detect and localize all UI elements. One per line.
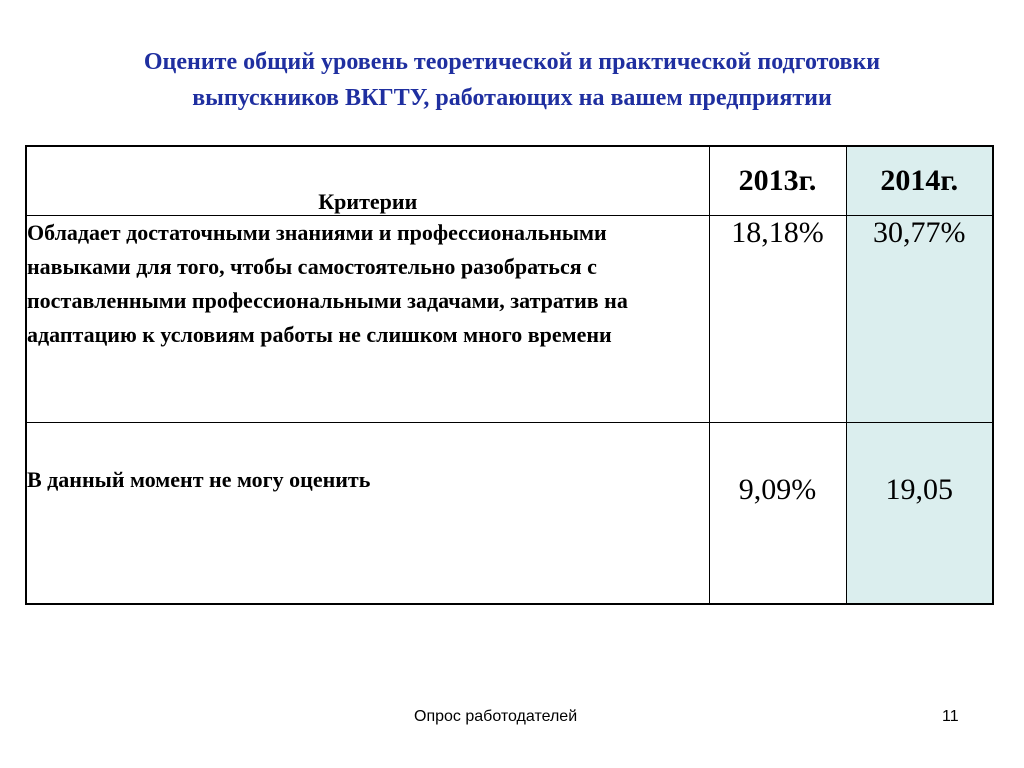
value-2014-cell: 19,05 [846,423,993,605]
table-header-row [26,146,993,216]
header-2013: 2013г. [709,146,846,216]
header-2014: 2014г. [846,146,993,216]
value-2013-cell: 18,18% [709,216,846,423]
value-2013-cell: 9,09% [709,423,846,605]
header-criteria: Критерии [26,146,709,216]
criterion-cell: Обладает достаточными знаниями и профессиональными навыками для того, чтобы самостоятельно разобраться с поставленными профессиональными задачами, затратив на адаптацию к условиям работы не слишком много времени [26,216,709,423]
table-row [26,216,993,423]
footer-caption: Опрос работодателей [414,708,578,725]
slide-title [40,44,984,116]
table-row [26,423,993,605]
criterion-cell: В данный момент не могу оценить [26,423,709,605]
slide-title-line-2: выпускников ВКГТУ, работающих на вашем предприятии [192,85,832,111]
slide-number: 11 [942,708,959,725]
value-2014-cell: 30,77% [846,216,993,423]
survey-table [25,145,994,605]
slide-title-line-1: Оцените общий уровень теоретической и практической подготовки [143,49,881,75]
